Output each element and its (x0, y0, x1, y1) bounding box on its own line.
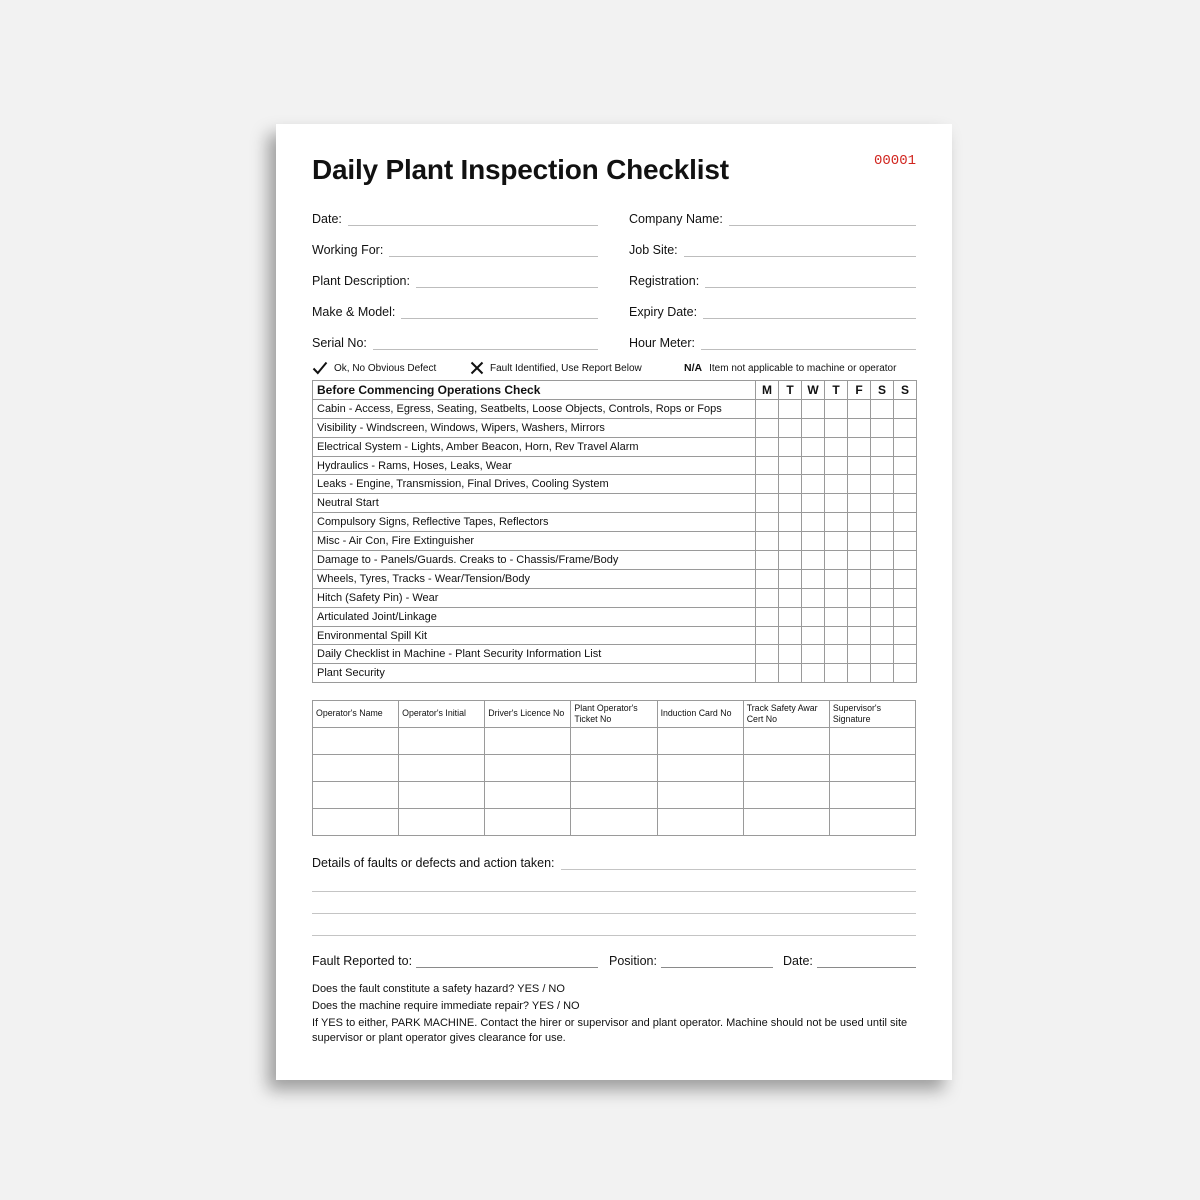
day-checkbox[interactable] (848, 532, 871, 551)
day-checkbox[interactable] (825, 551, 848, 570)
day-checkbox[interactable] (756, 456, 779, 475)
legend (312, 359, 916, 377)
day-checkbox[interactable] (871, 494, 894, 513)
plant-ticket-column: Plant Operator's Ticket No (571, 701, 657, 728)
day-checkbox[interactable] (825, 494, 848, 513)
field-label: Working For: (312, 243, 384, 257)
day-checkbox[interactable] (894, 551, 917, 570)
safety-hazard-question: Does the fault constitute a safety hazard? YES / NO (312, 983, 565, 995)
day-checkbox[interactable] (779, 456, 802, 475)
day-checkbox[interactable] (848, 569, 871, 588)
legend-ok-label: Ok, No Obvious Defect (334, 362, 437, 374)
legend-fault-label: Fault Identified, Use Report Below (490, 362, 642, 374)
operators-body (313, 728, 916, 836)
field-line[interactable] (416, 274, 598, 288)
day-checkbox[interactable] (871, 607, 894, 626)
day-checkbox[interactable] (825, 588, 848, 607)
day-checkbox[interactable] (894, 494, 917, 513)
day-checkbox[interactable] (848, 551, 871, 570)
day-checkbox[interactable] (779, 645, 802, 664)
checklist-row (313, 513, 917, 532)
checklist-row (313, 626, 917, 645)
field-label: Job Site: (629, 243, 678, 257)
day-checkbox[interactable] (756, 626, 779, 645)
day-checkbox[interactable] (825, 513, 848, 532)
checklist-header-row (313, 381, 917, 400)
immediate-repair-question: Does the machine require immediate repair? YES / NO (312, 1000, 580, 1012)
day-checkbox[interactable] (894, 626, 917, 645)
day-checkbox[interactable] (894, 437, 917, 456)
day-checkbox[interactable] (894, 607, 917, 626)
report-date-line[interactable] (817, 954, 916, 968)
checklist-row (313, 418, 917, 437)
day-checkbox[interactable] (848, 437, 871, 456)
operator-cell[interactable] (485, 728, 571, 755)
operator-cell[interactable] (829, 782, 915, 809)
day-checkbox[interactable] (779, 399, 802, 418)
day-checkbox[interactable] (848, 418, 871, 437)
checklist-item-label: Hydraulics - Rams, Hoses, Leaks, Wear (313, 456, 756, 475)
day-checkbox[interactable] (825, 532, 848, 551)
day-checkbox[interactable] (848, 645, 871, 664)
field-label: Make & Model: (312, 305, 396, 319)
checklist-item-label: Compulsory Signs, Reflective Tapes, Reflectors (313, 513, 756, 532)
day-checkbox[interactable] (802, 626, 825, 645)
checklist-item-label: Electrical System - Lights, Amber Beacon, Horn, Rev Travel Alarm (313, 437, 756, 456)
day-checkbox[interactable] (894, 399, 917, 418)
day-checkbox[interactable] (756, 607, 779, 626)
operators-name-column: Operator's Name (313, 701, 399, 728)
day-checkbox[interactable] (848, 475, 871, 494)
operator-cell[interactable] (313, 782, 399, 809)
operator-cell[interactable] (743, 755, 829, 782)
day-checkbox[interactable] (779, 664, 802, 683)
operators-table (312, 700, 916, 836)
checklist-row (313, 399, 917, 418)
day-checkbox[interactable] (848, 399, 871, 418)
checklist-item-label: Visibility - Windscreen, Windows, Wipers, Washers, Mirrors (313, 418, 756, 437)
checklist-item-label: Daily Checklist in Machine - Plant Security Information List (313, 645, 756, 664)
day-checkbox[interactable] (825, 569, 848, 588)
operator-cell[interactable] (743, 728, 829, 755)
report-date-label: Date: (783, 954, 813, 968)
day-checkbox[interactable] (894, 456, 917, 475)
checkmark-icon (312, 361, 328, 375)
field-line[interactable] (701, 336, 916, 350)
field-label: Expiry Date: (629, 305, 698, 319)
field-line[interactable] (705, 274, 916, 288)
checklist-sheet (276, 124, 952, 1080)
day-checkbox[interactable] (894, 664, 917, 683)
day-checkbox[interactable] (825, 418, 848, 437)
drivers-licence-column: Driver's Licence No (485, 701, 571, 728)
fault-reported-to-label: Fault Reported to: (312, 954, 413, 968)
day-checkbox[interactable] (825, 456, 848, 475)
day-checkbox[interactable] (871, 645, 894, 664)
plant-description-field[interactable] (312, 268, 598, 288)
operator-cell[interactable] (657, 755, 743, 782)
day-checkbox[interactable] (756, 418, 779, 437)
day-checkbox[interactable] (802, 532, 825, 551)
day-checkbox[interactable] (756, 569, 779, 588)
operator-cell[interactable] (399, 755, 485, 782)
checklist-item-label: Wheels, Tyres, Tracks - Wear/Tension/Body (313, 569, 756, 588)
field-line[interactable] (401, 305, 598, 319)
checklist-item-label: Damage to - Panels/Guards. Creaks to - Chassis/Frame/Body (313, 551, 756, 570)
checklist-row (313, 437, 917, 456)
day-checkbox[interactable] (779, 551, 802, 570)
day-checkbox[interactable] (848, 664, 871, 683)
day-checkbox[interactable] (825, 645, 848, 664)
day-checkbox[interactable] (802, 494, 825, 513)
day-checkbox[interactable] (802, 437, 825, 456)
legend-na-label: Item not applicable to machine or operator (709, 362, 897, 374)
day-checkbox[interactable] (779, 475, 802, 494)
day-checkbox[interactable] (894, 513, 917, 532)
operator-cell[interactable] (829, 728, 915, 755)
day-header-thu: T (825, 381, 848, 400)
day-checkbox[interactable] (871, 588, 894, 607)
details-label: Details of faults or defects and action taken: (312, 856, 555, 870)
field-label: Plant Description: (312, 274, 410, 288)
day-checkbox[interactable] (756, 664, 779, 683)
day-checkbox[interactable] (802, 475, 825, 494)
day-checkbox[interactable] (825, 437, 848, 456)
position-line[interactable] (661, 954, 773, 968)
day-checkbox[interactable] (779, 626, 802, 645)
company-name-field[interactable] (629, 206, 916, 226)
day-checkbox[interactable] (871, 532, 894, 551)
checklist-item-label: Neutral Start (313, 494, 756, 513)
day-checkbox[interactable] (802, 645, 825, 664)
field-label: Serial No: (312, 336, 367, 350)
operator-cell[interactable] (399, 809, 485, 836)
checklist-row (313, 588, 917, 607)
checklist-row (313, 456, 917, 475)
day-header-tue: T (779, 381, 802, 400)
day-header-sat: S (871, 381, 894, 400)
operator-cell[interactable] (571, 728, 657, 755)
day-checkbox[interactable] (756, 532, 779, 551)
operator-cell[interactable] (743, 782, 829, 809)
day-checkbox[interactable] (848, 588, 871, 607)
park-machine-instruction: If YES to either, PARK MACHINE. Contact the hirer or supervisor and plant operator. Machine should not be used until site supervisor or plant operator gives clearance for use. (312, 1017, 908, 1044)
field-line[interactable] (729, 212, 916, 226)
day-checkbox[interactable] (779, 437, 802, 456)
day-header-mon: M (756, 381, 779, 400)
details-line[interactable] (312, 874, 916, 892)
operators-header-row (313, 701, 916, 728)
operator-cell[interactable] (485, 755, 571, 782)
safety-notes (312, 982, 916, 1048)
checklist-row (313, 645, 917, 664)
operator-row (313, 809, 916, 836)
details-line-rule[interactable] (312, 902, 916, 914)
checklist-row (313, 551, 917, 570)
checklist-row (313, 494, 917, 513)
operator-cell[interactable] (399, 782, 485, 809)
position-label: Position: (609, 954, 657, 968)
details-line[interactable] (312, 918, 916, 936)
legend-ok (312, 359, 436, 377)
checklist-item-label: Leaks - Engine, Transmission, Final Drives, Cooling System (313, 475, 756, 494)
field-line[interactable] (389, 243, 598, 257)
day-checkbox[interactable] (871, 569, 894, 588)
operator-cell[interactable] (313, 755, 399, 782)
day-checkbox[interactable] (779, 569, 802, 588)
day-checkbox[interactable] (871, 626, 894, 645)
day-checkbox[interactable] (779, 607, 802, 626)
na-mark: N/A (684, 362, 703, 374)
day-checkbox[interactable] (802, 456, 825, 475)
field-row (312, 268, 916, 288)
day-checkbox[interactable] (871, 399, 894, 418)
operator-row (313, 728, 916, 755)
day-checkbox[interactable] (756, 513, 779, 532)
day-checkbox[interactable] (802, 418, 825, 437)
day-checkbox[interactable] (779, 532, 802, 551)
details-line-rule[interactable] (312, 880, 916, 892)
details-first-line[interactable] (312, 852, 916, 870)
day-checkbox[interactable] (779, 588, 802, 607)
checklist-body (313, 399, 917, 682)
day-header-wed: W (802, 381, 825, 400)
day-checkbox[interactable] (825, 626, 848, 645)
day-checkbox[interactable] (756, 551, 779, 570)
day-checkbox[interactable] (871, 551, 894, 570)
field-line[interactable] (373, 336, 598, 350)
operator-cell[interactable] (399, 728, 485, 755)
induction-card-column: Induction Card No (657, 701, 743, 728)
field-line[interactable] (348, 212, 598, 226)
day-checkbox[interactable] (779, 418, 802, 437)
field-label: Registration: (629, 274, 700, 288)
day-checkbox[interactable] (802, 664, 825, 683)
checklist-item-label: Articulated Joint/Linkage (313, 607, 756, 626)
day-checkbox[interactable] (802, 513, 825, 532)
checklist-row (313, 475, 917, 494)
day-checkbox[interactable] (756, 399, 779, 418)
day-checkbox[interactable] (848, 607, 871, 626)
expiry-date-field[interactable] (629, 299, 916, 319)
serial-no-field[interactable] (312, 330, 598, 350)
day-checkbox[interactable] (802, 551, 825, 570)
operator-cell[interactable] (571, 782, 657, 809)
operator-cell[interactable] (571, 809, 657, 836)
day-checkbox[interactable] (894, 588, 917, 607)
registration-field[interactable] (629, 268, 916, 288)
hour-meter-field[interactable] (629, 330, 916, 350)
day-checkbox[interactable] (871, 456, 894, 475)
serial-number: 00001 (874, 153, 917, 169)
supervisor-signature-column: Supervisor's Signature (829, 701, 915, 728)
fault-reported-to-field[interactable] (312, 948, 598, 968)
field-label: Hour Meter: (629, 336, 695, 350)
day-checkbox[interactable] (756, 645, 779, 664)
cross-icon (470, 361, 484, 375)
operator-cell[interactable] (313, 728, 399, 755)
day-checkbox[interactable] (756, 588, 779, 607)
operator-cell[interactable] (485, 809, 571, 836)
day-checkbox[interactable] (871, 475, 894, 494)
field-row (312, 299, 916, 319)
day-checkbox[interactable] (756, 494, 779, 513)
operator-cell[interactable] (313, 809, 399, 836)
date-field[interactable] (312, 206, 598, 226)
day-checkbox[interactable] (894, 645, 917, 664)
position-field[interactable] (609, 948, 773, 968)
day-checkbox[interactable] (756, 475, 779, 494)
day-checkbox[interactable] (848, 626, 871, 645)
day-checkbox[interactable] (802, 569, 825, 588)
checklist-item-label: Cabin - Access, Egress, Seating, Seatbelts, Loose Objects, Controls, Rops or Fops (313, 399, 756, 418)
checklist-item-label: Hitch (Safety Pin) - Wear (313, 588, 756, 607)
field-row (312, 330, 916, 350)
operator-cell[interactable] (743, 809, 829, 836)
operator-cell[interactable] (571, 755, 657, 782)
details-line[interactable] (561, 858, 917, 870)
track-safety-column: Track Safety Awar Cert No (743, 701, 829, 728)
operator-row (313, 782, 916, 809)
day-checkbox[interactable] (825, 664, 848, 683)
operator-cell[interactable] (657, 728, 743, 755)
day-checkbox[interactable] (802, 399, 825, 418)
legend-fault (470, 359, 642, 377)
day-checkbox[interactable] (825, 607, 848, 626)
day-header-sun: S (894, 381, 917, 400)
day-checkbox[interactable] (848, 513, 871, 532)
operator-cell[interactable] (485, 782, 571, 809)
field-line[interactable] (684, 243, 916, 257)
day-checkbox[interactable] (779, 494, 802, 513)
field-label: Date: (312, 212, 342, 226)
day-checkbox[interactable] (871, 418, 894, 437)
day-checkbox[interactable] (848, 456, 871, 475)
day-checkbox[interactable] (894, 569, 917, 588)
field-label: Company Name: (629, 212, 723, 226)
document-title: Daily Plant Inspection Checklist (312, 154, 729, 185)
day-checkbox[interactable] (871, 437, 894, 456)
day-checkbox[interactable] (871, 513, 894, 532)
day-checkbox[interactable] (848, 494, 871, 513)
day-checkbox[interactable] (756, 437, 779, 456)
day-checkbox[interactable] (802, 607, 825, 626)
day-checkbox[interactable] (871, 664, 894, 683)
day-checkbox[interactable] (802, 588, 825, 607)
field-row (312, 237, 916, 257)
operators-initial-column: Operator's Initial (399, 701, 485, 728)
details-line[interactable] (312, 896, 916, 914)
operator-row (313, 755, 916, 782)
checklist-header: Before Commencing Operations Check (313, 381, 756, 400)
day-checkbox[interactable] (825, 475, 848, 494)
checklist-item-label: Environmental Spill Kit (313, 626, 756, 645)
legend-na (684, 359, 896, 377)
field-row (312, 206, 916, 226)
field-line[interactable] (703, 305, 916, 319)
day-checkbox[interactable] (894, 532, 917, 551)
fault-reported-to-line[interactable] (416, 954, 598, 968)
day-header-fri: F (848, 381, 871, 400)
fault-report-row (312, 948, 916, 968)
day-checkbox[interactable] (779, 513, 802, 532)
report-date-field[interactable] (783, 948, 916, 968)
working-for-field[interactable] (312, 237, 598, 257)
job-site-field[interactable] (629, 237, 916, 257)
checklist-row (313, 607, 917, 626)
day-checkbox[interactable] (894, 475, 917, 494)
operator-cell[interactable] (829, 755, 915, 782)
operator-cell[interactable] (829, 809, 915, 836)
checklist-row (313, 664, 917, 683)
day-checkbox[interactable] (894, 418, 917, 437)
make-model-field[interactable] (312, 299, 598, 319)
checklist-row (313, 569, 917, 588)
checklist-row (313, 532, 917, 551)
operator-cell[interactable] (657, 809, 743, 836)
day-checkbox[interactable] (825, 399, 848, 418)
details-line-rule[interactable] (312, 924, 916, 936)
checklist-table (312, 380, 917, 683)
operator-cell[interactable] (657, 782, 743, 809)
checklist-item-label: Misc - Air Con, Fire Extinguisher (313, 532, 756, 551)
checklist-item-label: Plant Security (313, 664, 756, 683)
